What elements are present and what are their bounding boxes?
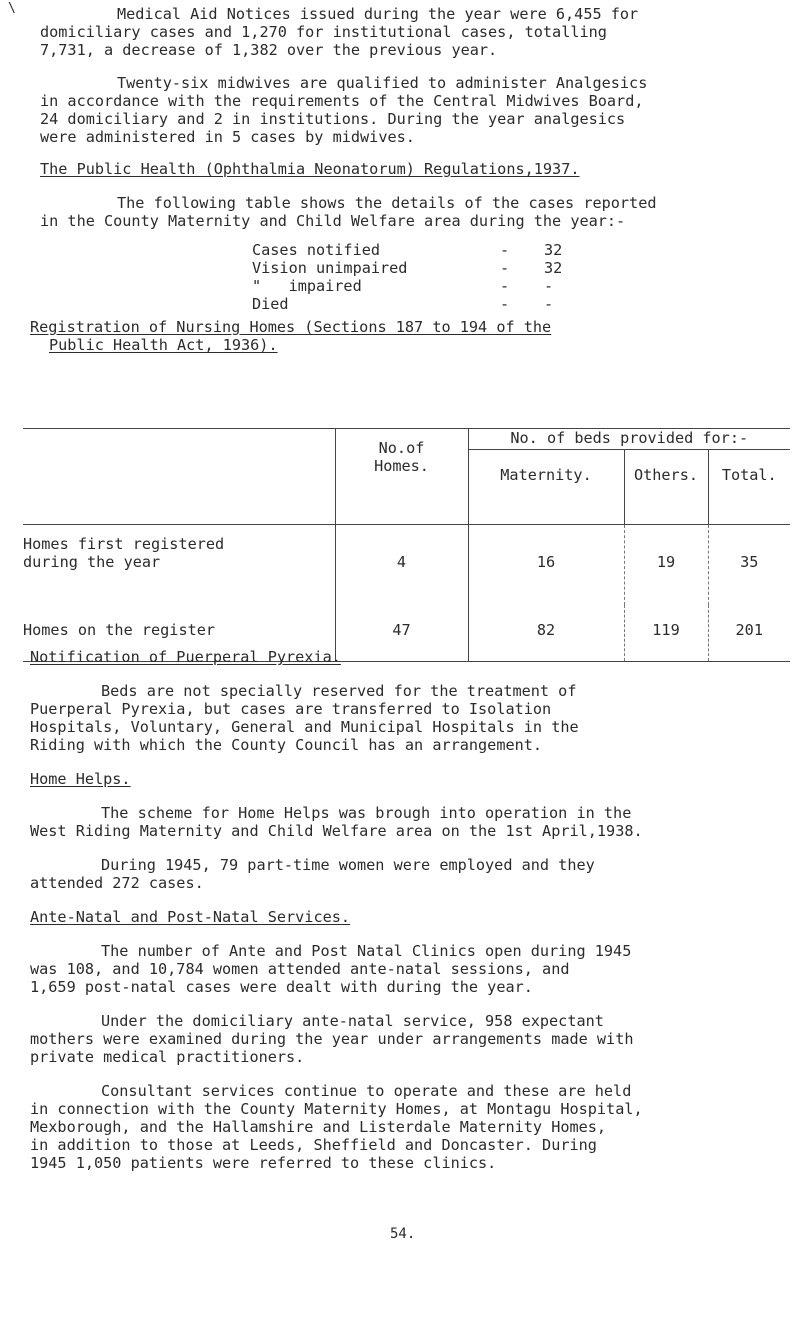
text-line: The number of Ante and Post Natal Clinics open during 1945	[101, 942, 632, 960]
total-column-header: Total.	[708, 450, 790, 515]
row-label: Homes on the register	[23, 621, 216, 639]
others-column-header: Others.	[624, 450, 708, 515]
puerperal-heading: Notification of Puerperal Pyrexia.	[30, 648, 341, 666]
beds-group-header: No. of beds provided for:-	[468, 429, 790, 450]
ophthalmia-heading: The Public Health (Ophthalmia Neonatorum) Regulations,1937.	[40, 160, 580, 178]
text-line: Puerperal Pyrexia, but cases are transferred to Isolation	[30, 700, 552, 718]
others-cell: 119	[624, 605, 708, 661]
figure-label: Cases notified	[252, 241, 381, 259]
dash-separator: -	[500, 277, 510, 295]
text-line: Medical Aid Notices issued during the year were 6,455 for	[117, 5, 639, 23]
figure-value: -	[544, 277, 554, 295]
figure-value: 32	[544, 241, 563, 259]
maternity-cell: 16	[468, 525, 624, 606]
corner-mark: \	[8, 1, 16, 16]
homes-cell: 47	[335, 605, 468, 661]
figure-row	[252, 259, 592, 277]
figure-label: Died	[252, 295, 289, 313]
text-line: West Riding Maternity and Child Welfare area on the 1st April,1938.	[30, 822, 643, 840]
figure-value: -	[544, 295, 554, 313]
text-line: private medical practitioners.	[30, 1048, 305, 1066]
text-line: Hospitals, Voluntary, General and Municipal Hospitals in the	[30, 718, 579, 736]
text-line: Under the domiciliary ante-natal service, 958 expectant	[101, 1012, 604, 1030]
homes-column-header: No.of Homes.	[335, 429, 468, 514]
text-line: attended 272 cases.	[30, 874, 204, 892]
text-line: The following table shows the details of the cases reported	[117, 194, 657, 212]
text-line: Beds are not specially reserved for the treatment of	[101, 682, 577, 700]
text-line: were administered in 5 cases by midwives.	[40, 128, 415, 146]
text-line: During 1945, 79 part-time women were employed and they	[101, 856, 595, 874]
maternity-cell: 82	[468, 605, 624, 661]
dash-separator: -	[500, 295, 510, 313]
figure-label: Vision unimpaired	[252, 259, 408, 277]
nursing-homes-heading: Registration of Nursing Homes (Sections 187 to 194 of the	[30, 318, 552, 336]
text-line: mothers were examined during the year under arrangements made with	[30, 1030, 634, 1048]
text-line: in accordance with the requirements of the Central Midwives Board,	[40, 92, 644, 110]
text-line: 1,659 post-natal cases were dealt with during the year.	[30, 978, 533, 996]
figure-value: 32	[544, 259, 563, 277]
text-line: in addition to those at Leeds, Sheffield and Doncaster. During	[30, 1136, 597, 1154]
home-helps-heading: Home Helps.	[30, 770, 131, 788]
text-line: 24 domiciliary and 2 in institutions. During the year analgesics	[40, 110, 626, 128]
text-line: domiciliary cases and 1,270 for institutional cases, totalling	[40, 23, 607, 41]
others-cell: 19	[624, 525, 708, 606]
text-line: was 108, and 10,784 women attended ante-natal sessions, and	[30, 960, 570, 978]
text-line: The scheme for Home Helps was brough into operation in the	[101, 804, 632, 822]
figure-label: " impaired	[252, 277, 362, 295]
page-number: 54.	[390, 1226, 416, 1242]
row-label: Homes first registered during the year	[23, 535, 225, 571]
text-line: Twenty-six midwives are qualified to administer Analgesics	[117, 74, 648, 92]
table-row	[23, 525, 790, 606]
nursing-homes-table	[23, 428, 790, 662]
total-cell: 35	[708, 525, 790, 606]
nursing-homes-heading-cont: Public Health Act, 1936).	[49, 336, 278, 354]
text-line: Consultant services continue to operate and these are held	[101, 1082, 632, 1100]
text-line: 1945 1,050 patients were referred to these clinics.	[30, 1154, 497, 1172]
homes-cell: 4	[335, 525, 468, 606]
maternity-column-header: Maternity.	[468, 450, 624, 515]
figure-row	[252, 277, 592, 295]
text-line: in the County Maternity and Child Welfare area during the year:-	[40, 212, 626, 230]
text-line: 7,731, a decrease of 1,382 over the previous year.	[40, 41, 498, 59]
total-cell: 201	[708, 605, 790, 661]
text-line: Riding with which the County Council has an arrangement.	[30, 736, 543, 754]
ophthalmia-figures	[252, 241, 592, 313]
ante-natal-heading: Ante-Natal and Post-Natal Services.	[30, 908, 351, 926]
dash-separator: -	[500, 259, 510, 277]
text-line: Mexborough, and the Hallamshire and Listerdale Maternity Homes,	[30, 1118, 607, 1136]
figure-row	[252, 295, 592, 313]
text-line: in connection with the County Maternity Homes, at Montagu Hospital,	[30, 1100, 643, 1118]
figure-row	[252, 241, 592, 259]
dash-separator: -	[500, 241, 510, 259]
